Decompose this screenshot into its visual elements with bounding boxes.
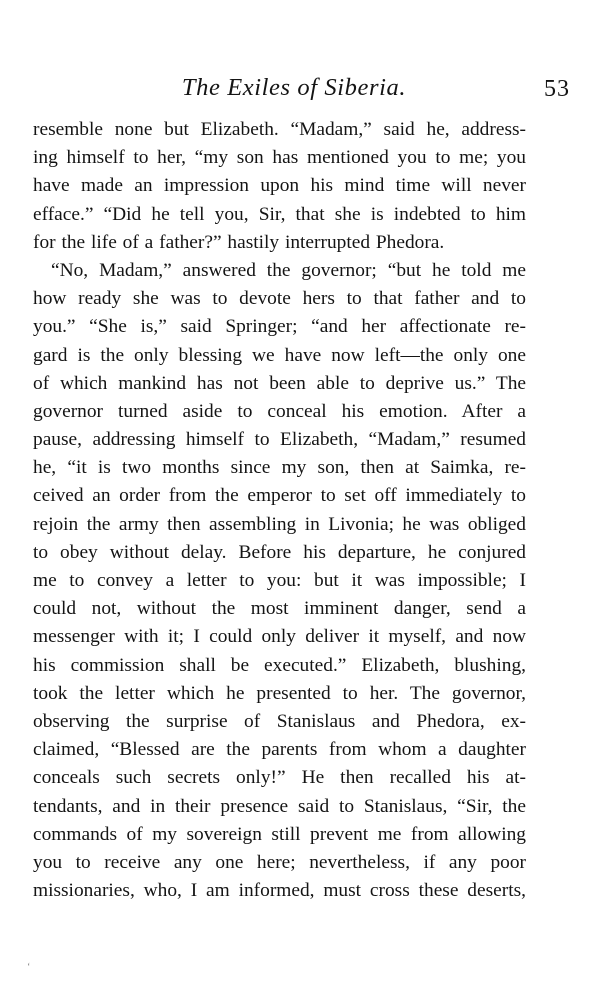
text-line: efface.” “Did he tell you, Sir, that she is indebted to him [33, 203, 526, 225]
body-text [33, 116, 526, 905]
text-line: conceals such secrets only!” He then recalled his at- [33, 767, 526, 789]
text-line: rejoin the army then assembling in Livonia; he was obliged [33, 513, 526, 535]
running-head [30, 74, 570, 106]
text-line: you to receive any one here; nevertheless, if any poor [33, 851, 526, 873]
text-line: gard is the only blessing we have now left—the only one [33, 344, 526, 366]
text-line: of which mankind has not been able to deprive us.” The [33, 372, 526, 394]
text-line: claimed, “Blessed are the parents from whom a daughter [33, 739, 526, 761]
ink-speck: ‘ [27, 962, 31, 973]
text-line: me to convey a letter to you: but it was impossible; I [33, 570, 526, 591]
text-line: governor turned aside to conceal his emotion. After a [33, 400, 526, 422]
text-line: pause, addressing himself to Elizabeth, “Madam,” resumed [33, 429, 526, 451]
text-line: for the life of a father?” hastily interrupted Phedora. [33, 231, 445, 253]
text-line: to obey without delay. Before his departure, he conjured [33, 541, 526, 563]
text-line: “No, Madam,” answered the governor; “but he told me [51, 259, 526, 281]
text-line: commands of my sovereign still prevent me from allowing [33, 823, 526, 845]
text-line: took the letter which he presented to her. The governor, [33, 682, 526, 704]
text-line: resemble none but Elizabeth. “Madam,” said he, address- [33, 119, 526, 140]
text-line: missionaries, who, I am informed, must cross these deserts, [33, 880, 526, 902]
text-line: messenger with it; I could only deliver it myself, and now [33, 626, 526, 648]
text-line: ing himself to her, “my son has mentioned you to me; you [33, 147, 526, 169]
text-line: could not, without the most imminent danger, send a [33, 598, 526, 620]
text-line: you.” “She is,” said Springer; “and her affectionate re- [33, 316, 526, 338]
text-line: tendants, and in their presence said to Stanislaus, “Sir, the [33, 795, 526, 817]
text-line: he, “it is two months since my son, then at Saimka, re- [33, 457, 526, 479]
text-line: have made an impression upon his mind time will never [33, 175, 526, 197]
text-line: his commission shall be executed.” Elizabeth, blushing, [33, 654, 526, 676]
text-line: observing the surprise of Stanislaus and Phedora, ex- [33, 710, 526, 732]
text-line: how ready she was to devote hers to that father and to [33, 288, 526, 310]
text-line: ceived an order from the emperor to set off immediately to [33, 485, 526, 507]
page-header-title: The Exiles of Siberia. [181, 74, 407, 101]
page-number: 53 [544, 76, 570, 102]
